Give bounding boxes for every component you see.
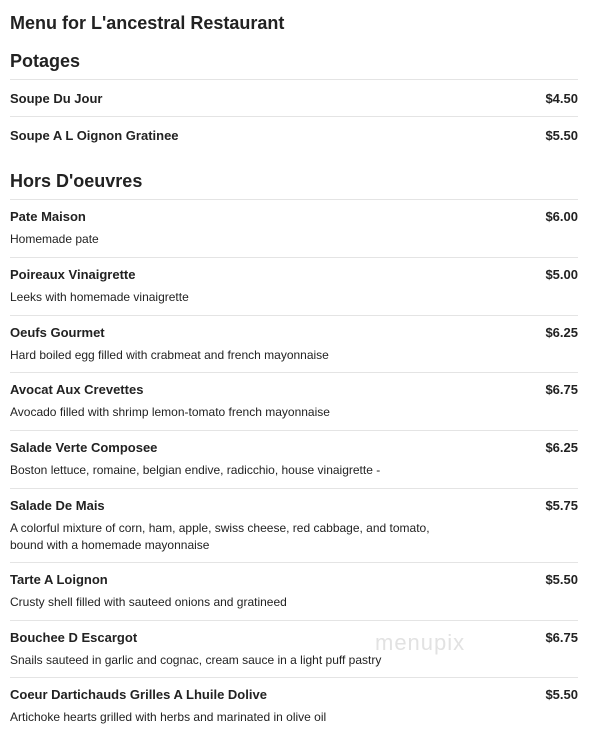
menu-item (10, 199, 578, 258)
menupix-watermark: menupix (375, 630, 466, 655)
menu-item (10, 620, 578, 678)
item-name: Oeufs Gourmet (10, 325, 105, 340)
item-name: Salade De Mais (10, 498, 105, 513)
menu-item (10, 79, 578, 117)
item-name: Coeur Dartichauds Grilles A Lhuile Dolive (10, 687, 267, 702)
menu-item (10, 562, 578, 621)
item-price: $5.50 (545, 572, 578, 587)
menu-item (10, 430, 578, 489)
item-name: Salade Verte Composee (10, 440, 158, 455)
item-price: $6.75 (545, 630, 578, 645)
item-price: $5.75 (545, 498, 578, 513)
menu-item (10, 677, 578, 736)
item-description: Snails sauteed in garlic and cognac, cream sauce in a light puff pastry (10, 653, 382, 667)
page-title: Menu for L'ancestral Restaurant (10, 13, 285, 33)
item-name: Pate Maison (10, 209, 86, 224)
item-name: Soupe A L Oignon Gratinee (10, 128, 179, 143)
item-description: Homemade pate (10, 232, 99, 246)
item-name: Poireaux Vinaigrette (10, 267, 136, 282)
item-description: Boston lettuce, romaine, belgian endive, radicchio, house vinaigrette - (10, 463, 381, 477)
section-title-potages: Potages (10, 51, 81, 71)
item-description: Avocado filled with shrimp lemon-tomato french mayonnaise (10, 405, 330, 419)
item-description: A colorful mixture of corn, ham, apple, swiss cheese, red cabbage, and tomato, bound with a homemade mayonnaise (10, 521, 430, 552)
item-price: $6.00 (545, 209, 578, 224)
item-price: $5.00 (545, 267, 578, 282)
item-description: Leeks with homemade vinaigrette (10, 290, 189, 304)
item-description: Artichoke hearts grilled with herbs and marinated in olive oil (10, 710, 327, 724)
menu-item (10, 372, 578, 431)
item-price: $5.50 (545, 128, 578, 143)
item-description: Hard boiled egg filled with crabmeat and french mayonnaise (10, 348, 329, 362)
item-name: Soupe Du Jour (10, 91, 103, 106)
menu-item (10, 315, 578, 373)
item-price: $5.50 (545, 687, 578, 702)
item-price: $4.50 (545, 91, 578, 106)
item-description: Crusty shell filled with sauteed onions and gratineed (10, 595, 287, 609)
item-price: $6.25 (545, 325, 578, 340)
item-price: $6.75 (545, 382, 578, 397)
item-price: $6.25 (545, 440, 578, 455)
section-title-hors-doeuvres: Hors D'oeuvres (10, 171, 143, 191)
item-name: Tarte A Loignon (10, 572, 108, 587)
menu-item (10, 257, 578, 316)
menu-item (10, 488, 578, 563)
item-name: Bouchee D Escargot (10, 630, 138, 645)
menu-item (10, 116, 578, 154)
item-name: Avocat Aux Crevettes (10, 382, 144, 397)
